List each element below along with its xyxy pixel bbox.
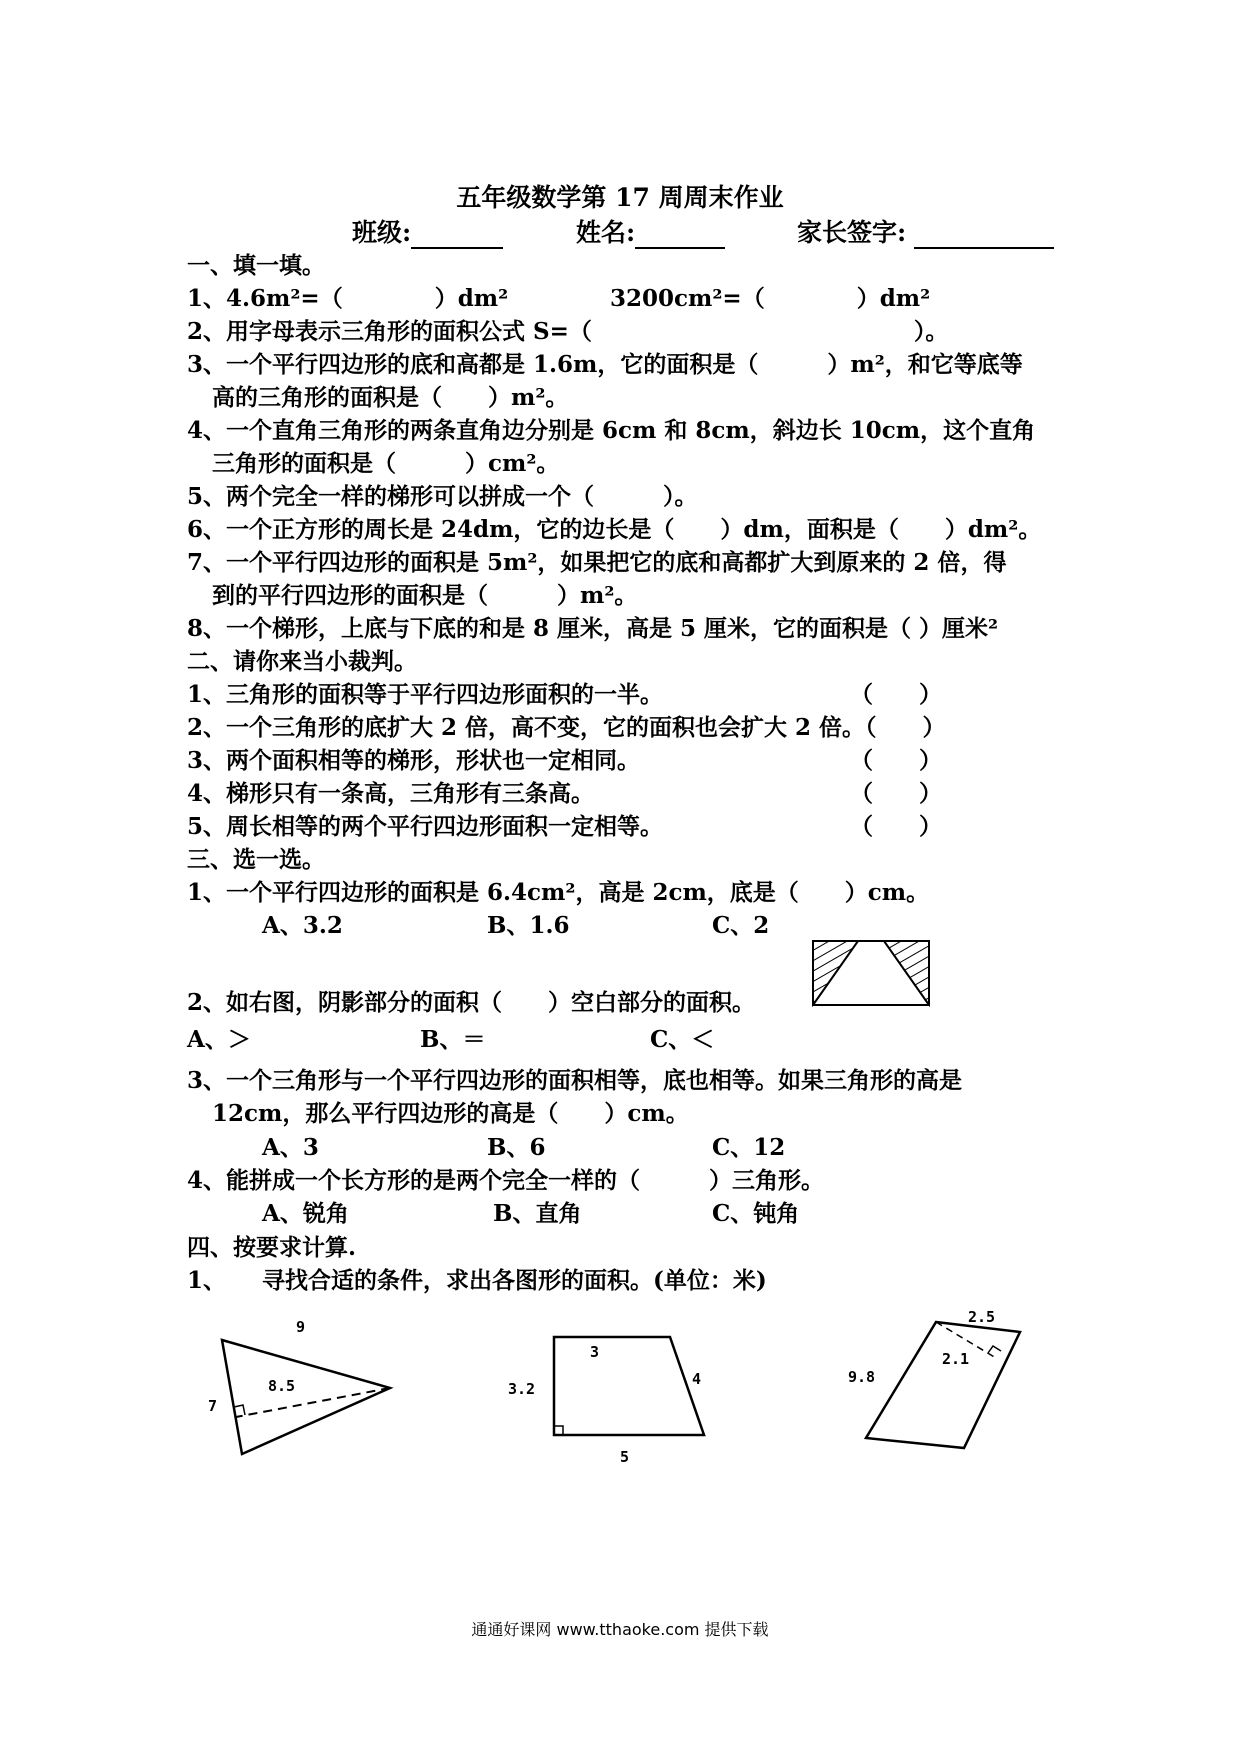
footer-credit: 通通好课网 www.tthaoke.com 提供下载	[471, 1620, 769, 1639]
name-blank[interactable]	[635, 223, 725, 249]
s1-q8: 8、一个梯形，上底与下底的和是 8 厘米，高是 5 厘米，它的面积是（ ）厘米²	[187, 615, 999, 642]
s4-q1-text: 寻找合适的条件，求出各图形的面积。(单位：米)	[262, 1267, 767, 1294]
class-blank[interactable]	[411, 223, 503, 249]
parent-signature-field	[797, 213, 1054, 249]
name-label: 姓名:	[576, 218, 636, 247]
s3-q3-line1: 3、一个三角形与一个平行四边形的面积相等，底也相等。如果三角形的高是	[187, 1067, 963, 1094]
s3-q3-option-c: C、12	[712, 1134, 786, 1161]
s2-paren-1: （ ）	[850, 681, 942, 708]
parallelogram-left-label: 9.8	[848, 1368, 876, 1386]
trapezoid-left-label: 3.2	[508, 1380, 536, 1398]
s2-item-3: 3、两个面积相等的梯形，形状也一定相同。	[187, 747, 641, 774]
s1-q2: 2、用字母表示三角形的面积公式 S=（ ）。	[187, 318, 949, 345]
s3-q3-option-a: A、3	[262, 1134, 319, 1161]
section1-heading: 一、填一填。	[187, 252, 325, 279]
s3-q1-option-a: A、3.2	[262, 912, 343, 939]
parallelogram-height-label: 2.1	[942, 1350, 970, 1368]
s2-item-1: 1、三角形的面积等于平行四边形面积的一半。	[187, 681, 664, 708]
s2-paren-3: （ ）	[850, 747, 942, 774]
section2-heading: 二、请你来当小裁判。	[187, 648, 417, 675]
s3-q1-option-b: B、1.6	[487, 912, 570, 939]
s3-q4-option-a: A、锐角	[262, 1200, 349, 1227]
s2-paren-5: （ ）	[850, 813, 942, 840]
triangle-figure	[200, 1330, 400, 1460]
s1-q3-line1: 3、一个平行四边形的底和高都是 1.6m，它的面积是（ ）m²，和它等底等	[187, 351, 1023, 378]
triangle-height-label: 8.5	[268, 1377, 296, 1395]
shaded-area-figure	[812, 940, 930, 1006]
s1-q6: 6、一个正方形的周长是 24dm，它的边长是（ ）dm，面积是（ ）dm²。	[187, 516, 1042, 543]
parallelogram-figure	[860, 1318, 1030, 1452]
s3-q1-option-c: C、2	[712, 912, 770, 939]
s3-q4-option-b: B、直角	[493, 1200, 582, 1227]
s4-q1-number: 1、	[187, 1267, 227, 1294]
triangle-side-left-label: 7	[208, 1397, 218, 1415]
s1-q4-line2: 三角形的面积是（ ）cm²。	[212, 450, 560, 477]
s3-q2-option-b: B、＝	[420, 1026, 486, 1053]
s2-item-2: 2、一个三角形的底扩大 2 倍，高不变，它的面积也会扩大 2 倍。（ ）	[187, 714, 946, 741]
s2-paren-4: （ ）	[850, 780, 942, 807]
trapezoid-bottom-label: 5	[620, 1448, 630, 1466]
s1-q3-line2: 高的三角形的面积是（ ）m²。	[212, 384, 569, 411]
s3-q2: 2、如右图，阴影部分的面积（ ）空白部分的面积。	[187, 989, 756, 1016]
s3-q2-option-c: C、＜	[650, 1026, 715, 1053]
s1-q7-line2: 到的平行四边形的面积是（ ）m²。	[212, 582, 638, 609]
s3-q3-option-b: B、6	[487, 1134, 546, 1161]
trapezoid-right-label: 4	[692, 1370, 702, 1388]
s1-q1a: 1、4.6m²=（ ）dm²	[187, 285, 509, 312]
s2-item-4: 4、梯形只有一条高，三角形有三条高。	[187, 780, 595, 807]
name-field	[576, 213, 725, 249]
s3-q3-line2: 12cm，那么平行四边形的高是（ ）cm。	[212, 1100, 689, 1127]
page-title: 五年级数学第 17 周周末作业	[456, 183, 784, 212]
s1-q5: 5、两个完全一样的梯形可以拼成一个（ ）。	[187, 483, 698, 510]
s2-item-5: 5、周长相等的两个平行四边形面积一定相等。	[187, 813, 664, 840]
section4-heading: 四、按要求计算.	[187, 1234, 357, 1261]
s1-q7-line1: 7、一个平行四边形的面积是 5m²，如果把它的底和高都扩大到原来的 2 倍，得	[187, 549, 1007, 576]
parallelogram-top-label: 2.5	[968, 1308, 996, 1326]
triangle-side-top-label: 9	[296, 1318, 306, 1336]
class-field	[352, 213, 503, 249]
s3-q4-option-c: C、钝角	[712, 1200, 800, 1227]
s1-q4-line1: 4、一个直角三角形的两条直角边分别是 6cm 和 8cm，斜边长 10cm，这个直角	[187, 417, 1036, 444]
section3-heading: 三、选一选。	[187, 846, 325, 873]
parent-signature-blank[interactable]	[914, 223, 1054, 249]
s1-q1b: 3200cm²=（ ）dm²	[610, 285, 931, 312]
class-label: 班级:	[352, 218, 412, 247]
s3-q4: 4、能拼成一个长方形的是两个完全一样的（ ）三角形。	[187, 1167, 825, 1194]
parent-signature-label: 家长签字:	[797, 218, 907, 247]
trapezoid-figure	[550, 1335, 710, 1441]
s3-q1: 1、一个平行四边形的面积是 6.4cm²，高是 2cm，底是（ ）cm。	[187, 879, 930, 906]
s3-q2-option-a: A、＞	[187, 1026, 251, 1053]
trapezoid-top-label: 3	[590, 1343, 600, 1361]
